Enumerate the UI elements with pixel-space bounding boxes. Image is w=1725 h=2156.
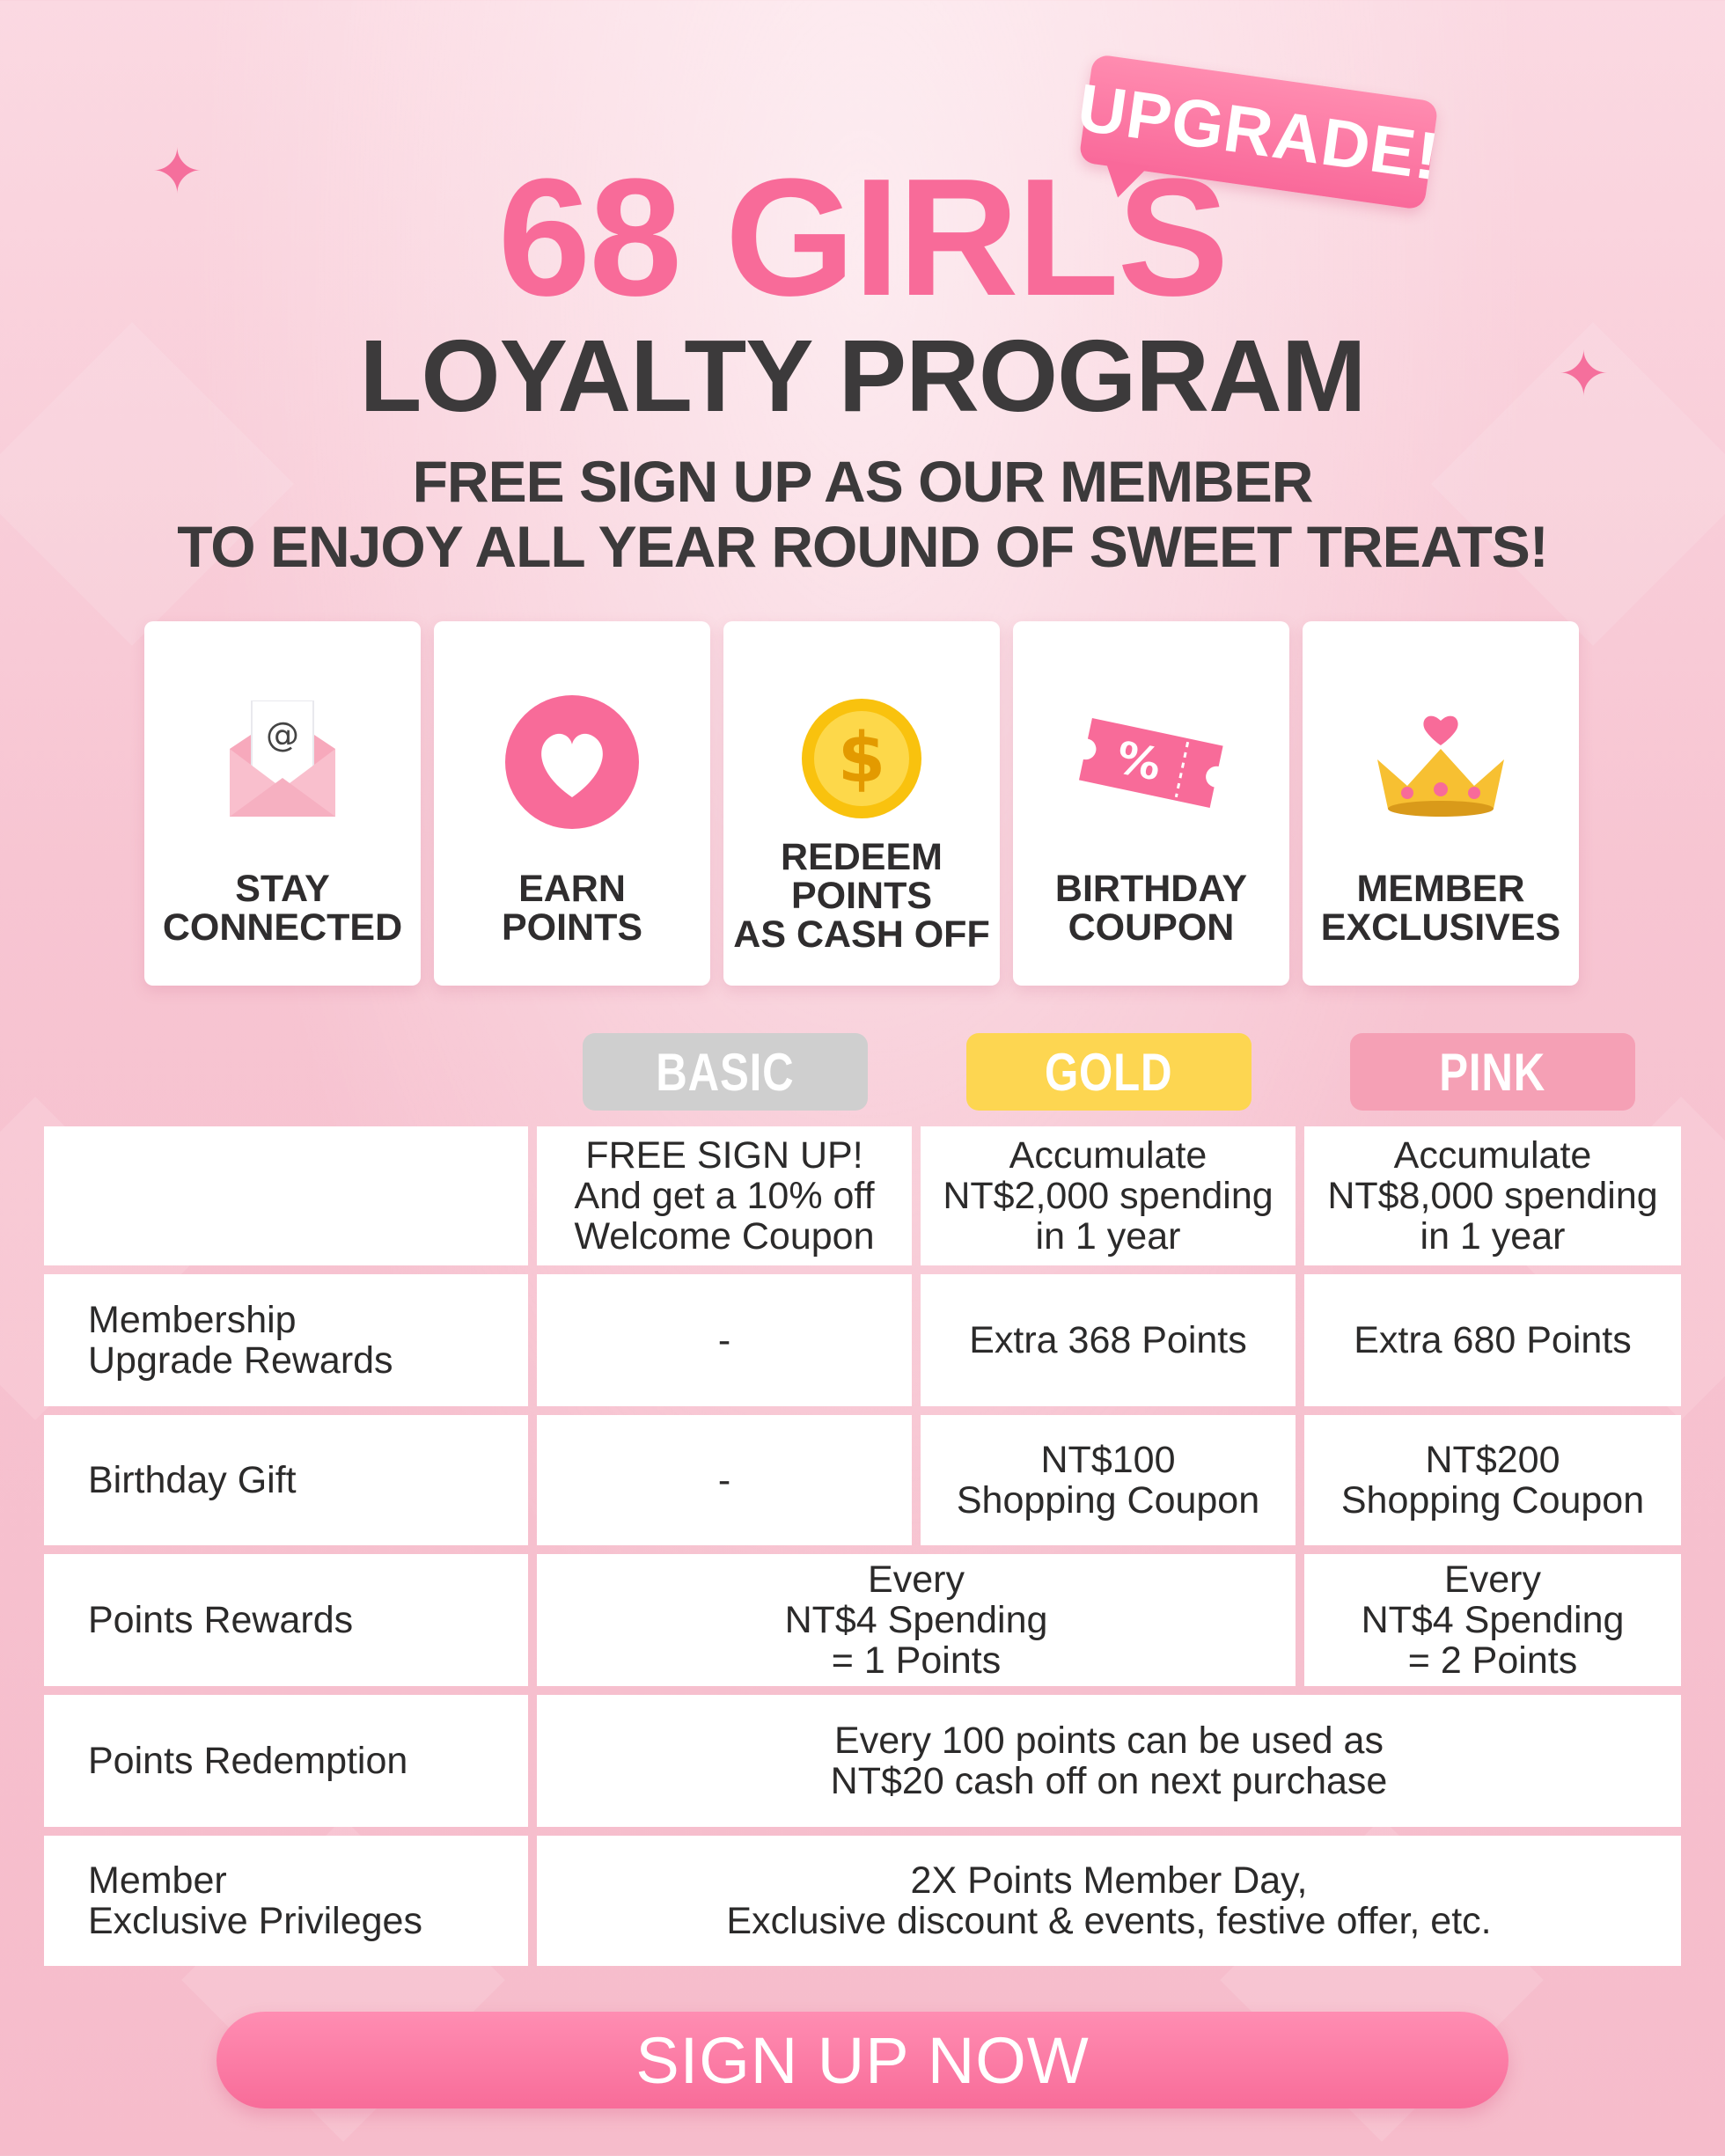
cell-line: Membership	[88, 1299, 297, 1341]
cell-line: NT$4 Spending	[1361, 1599, 1625, 1641]
feature-card-redeem-points	[723, 621, 1000, 986]
table-cell-privileges	[537, 1836, 1681, 1966]
tier-label: GOLD	[1045, 1042, 1173, 1102]
cell-line: NT$100	[1040, 1439, 1176, 1481]
table-cell-gold-birthday	[921, 1415, 1296, 1545]
feature-label: STAY	[235, 868, 330, 910]
feature-label: REDEEM	[781, 836, 943, 878]
brand-title: 68 GIRLS	[497, 144, 1228, 331]
sparkle-icon: ✦	[151, 137, 203, 206]
subtitle-line: FREE SIGN UP AS OUR MEMBER	[412, 449, 1313, 514]
tier-label: BASIC	[656, 1042, 795, 1102]
sparkle-icon: ✦	[1558, 340, 1610, 408]
cell-line: Shopping Coupon	[956, 1479, 1260, 1522]
table-cell-gold-upgrade: Extra 368 Points	[921, 1274, 1296, 1406]
tier-gold	[966, 1033, 1252, 1111]
cell-line: NT$2,000 spending	[943, 1175, 1274, 1217]
envelope-icon	[225, 700, 340, 824]
table-cell-pink-upgrade: Extra 680 Points	[1304, 1274, 1681, 1406]
table-cell-redemption	[537, 1695, 1681, 1827]
table-cell-gold-qualify	[921, 1126, 1296, 1265]
tier-pink	[1350, 1033, 1635, 1111]
cell-line: Exclusive discount & events, festive offer, etc.	[726, 1900, 1492, 1942]
feature-label: MEMBER	[1356, 868, 1525, 910]
table-row-label: Birthday Gift	[44, 1415, 528, 1545]
table-row-label	[44, 1274, 528, 1406]
cell-line: = 1 Points	[831, 1639, 1002, 1682]
subtitle-line: TO ENJOY ALL YEAR ROUND OF SWEET TREATS!	[177, 514, 1548, 579]
page-title: LOYALTY PROGRAM	[359, 319, 1366, 433]
cell-line: Accumulate	[1009, 1134, 1208, 1177]
coin-icon	[800, 697, 923, 820]
table-cell-pink-birthday	[1304, 1415, 1681, 1545]
sign-up-button[interactable]: SIGN UP NOW	[217, 2012, 1508, 2108]
feature-card-earn-points	[434, 621, 710, 986]
coupon-icon	[1074, 714, 1229, 810]
svg-text:%: %	[1112, 731, 1166, 791]
cell-line: Upgrade Rewards	[88, 1339, 393, 1382]
crown-icon	[1372, 705, 1509, 819]
feature-label: POINTS	[501, 906, 643, 949]
cell-line: Shopping Coupon	[1340, 1479, 1645, 1522]
feature-label: EXCLUSIVES	[1320, 906, 1561, 949]
cell-line: = 2 Points	[1407, 1639, 1578, 1682]
heart-icon	[503, 693, 641, 831]
feature-card-birthday-coupon	[1013, 621, 1289, 986]
table-cell-basic-upgrade: -	[537, 1274, 912, 1406]
feature-label: CONNECTED	[162, 906, 403, 949]
cell-line: NT$20 cash off on next purchase	[830, 1760, 1388, 1802]
table-row-label: Points Redemption	[44, 1695, 528, 1827]
cell-line: NT$200	[1425, 1439, 1560, 1481]
feature-label: EARN	[518, 868, 626, 910]
tier-basic	[583, 1033, 868, 1111]
table-cell-pink-qualify	[1304, 1126, 1681, 1265]
cell-line: 2X Points Member Day,	[910, 1859, 1308, 1902]
cell-line: Welcome Coupon	[574, 1215, 875, 1258]
cell-line: Every	[1444, 1558, 1541, 1601]
table-cell-pink-points	[1304, 1554, 1681, 1686]
cell-line: NT$4 Spending	[784, 1599, 1048, 1641]
feature-label: COUPON	[1068, 906, 1235, 949]
feature-label: BIRTHDAY	[1054, 868, 1248, 910]
svg-text:@: @	[266, 715, 299, 754]
feature-label: AS CASH OFF	[733, 913, 990, 956]
page-subtitle	[0, 449, 1725, 579]
cell-line: in 1 year	[1035, 1215, 1181, 1258]
cell-line: NT$8,000 spending	[1327, 1175, 1658, 1217]
feature-label: POINTS	[790, 875, 933, 917]
table-cell-basic-qualify	[537, 1126, 912, 1265]
table-cell-basic-birthday: -	[537, 1415, 912, 1545]
feature-card-member-exclusives	[1303, 621, 1579, 986]
cell-line: Exclusive Privileges	[88, 1900, 422, 1942]
table-row-label: Points Rewards	[44, 1554, 528, 1686]
table-row-label	[44, 1836, 528, 1966]
upgrade-badge: UPGRADE!	[1078, 54, 1438, 210]
cell-line: in 1 year	[1420, 1215, 1566, 1258]
cell-line: Accumulate	[1393, 1134, 1592, 1177]
table-cell-basic-gold-points	[537, 1554, 1296, 1686]
feature-card-stay-connected	[144, 621, 421, 986]
cell-line: Member	[88, 1859, 227, 1902]
cell-line: FREE SIGN UP!	[585, 1134, 863, 1177]
tier-label: PINK	[1439, 1042, 1546, 1102]
cell-line: Every	[868, 1558, 965, 1601]
cell-line: And get a 10% off	[574, 1175, 875, 1217]
svg-text:$: $	[837, 719, 886, 798]
cell-line: Every 100 points can be used as	[834, 1720, 1384, 1762]
table-cell-empty	[44, 1126, 528, 1265]
